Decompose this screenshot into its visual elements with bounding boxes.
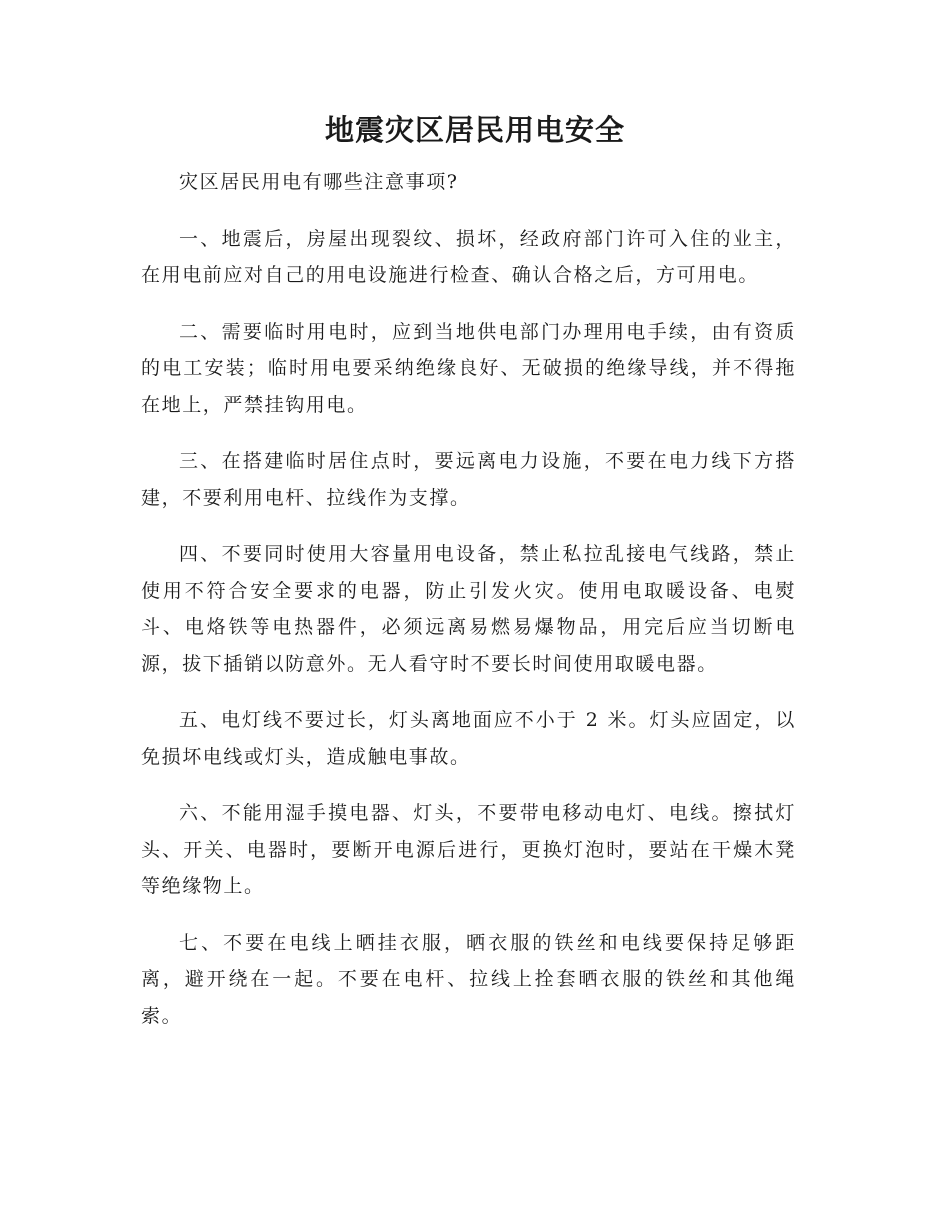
document-body xyxy=(141,164,796,1054)
document-title: 地震灾区居民用电安全 xyxy=(324,113,625,147)
paragraph-1: 一、地震后，房屋出现裂纹、损坏，经政府部门许可入住的业主，在用电前应对自己的用电设施进行检查、确认合格之后，方可用电。 xyxy=(141,227,796,286)
intro-question: 灾区居民用电有哪些注意事项? xyxy=(179,171,459,193)
paragraph-3: 三、在搭建临时居住点时，要远离电力设施，不要在电力线下方搭建，不要利用电杆、拉线作为支撑。 xyxy=(141,450,796,509)
paragraph-2: 二、需要临时用电时，应到当地供电部门办理用电手续，由有资质的电工安装；临时用电要采纳绝缘良好、无破损的绝缘导线，并不得拖在地上，严禁挂钩用电。 xyxy=(141,320,796,416)
paragraph-5: 五、电灯线不要过长，灯头离地面应不小于 2 米。灯头应固定，以免损坏电线或灯头，造成触电事故。 xyxy=(141,709,796,768)
paragraph-4: 四、不要同时使用大容量用电设备，禁止私拉乱接电气线路，禁止使用不符合安全要求的电器，防止引发火灾。使用电取暖设备、电熨斗、电烙铁等电热器件，必须远离易燃易爆物品，用完后应当切断电源，拔下插销以防意外。无人看守时不要长时间使用取暖电器。 xyxy=(141,543,796,675)
paragraph-6: 六、不能用湿手摸电器、灯头，不要带电移动电灯、电线。擦拭灯头、开关、电器时，要断开电源后进行，更换灯泡时，要站在干燥木凳等绝缘物上。 xyxy=(141,802,796,897)
paragraph-7: 七、不要在电线上晒挂衣服，晒衣服的铁丝和电线要保持足够距离，避开绕在一起。不要在电杆、拉线上拴套晒衣服的铁丝和其他绳索。 xyxy=(141,931,796,1027)
